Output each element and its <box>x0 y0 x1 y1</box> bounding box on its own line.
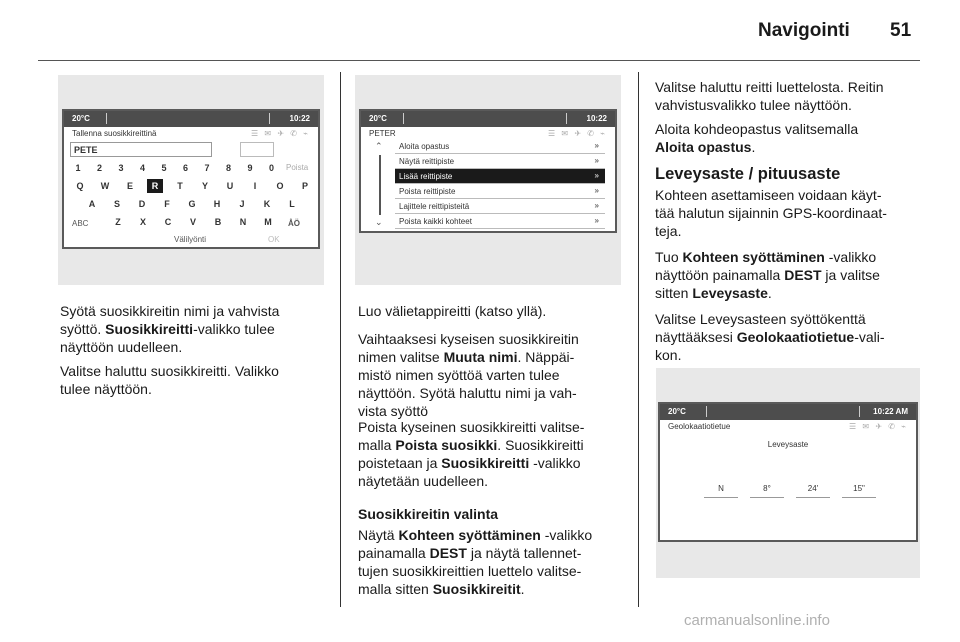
list-item-label: Poista kaikki kohteet <box>399 217 472 226</box>
list-item[interactable] <box>395 169 605 184</box>
temperature: 20°C <box>369 114 387 123</box>
header-divider <box>38 60 920 61</box>
key-Q[interactable]: Q <box>76 181 84 191</box>
key-I[interactable]: I <box>253 181 257 191</box>
key-D[interactable]: D <box>138 199 146 209</box>
key-row-3 <box>64 215 318 231</box>
col1-paragraph-1: Syötä suosikkireitin nimi ja vahvista syöttö. Suosikkireitti-valikko tulee näyttöön uudelleen. <box>60 303 280 355</box>
key-K[interactable]: K <box>263 199 271 209</box>
key-row-1 <box>64 179 318 195</box>
key-X[interactable]: X <box>139 217 146 227</box>
list-item-label: Aloita opastus <box>399 142 450 151</box>
chevron-right-icon: » <box>594 201 599 210</box>
key-6[interactable]: 6 <box>182 163 188 173</box>
key-7[interactable]: 7 <box>204 163 210 173</box>
chevron-right-icon: » <box>594 186 599 195</box>
key-F[interactable]: F <box>164 199 170 209</box>
list-screen <box>359 109 617 233</box>
col3-paragraph-5: Valitse Leveysasteen syöttökenttä näyttääksesi Geolokaatiotietue-vali- kon. <box>655 311 885 363</box>
special-chars-button[interactable]: ÅÖ <box>288 219 300 228</box>
key-T[interactable]: T <box>177 181 183 191</box>
key-W[interactable]: W <box>100 181 110 191</box>
space-button[interactable]: Välilyönti <box>174 235 207 244</box>
scroll-down-icon[interactable]: ⌄ <box>375 217 383 227</box>
key-C[interactable]: C <box>164 217 172 227</box>
key-O[interactable]: O <box>276 181 284 191</box>
clock: 10:22 AM <box>873 407 908 416</box>
col2-paragraph-3: Poista kyseinen suosikkireitti valitse- malla Poista suosikki. Suosikkireitti poistetaan ja Suosikkireitti -valikko näytetään uudelleen. <box>358 419 585 489</box>
key-row-2 <box>64 197 318 213</box>
chevron-right-icon: » <box>594 141 599 150</box>
ok-button[interactable]: OK <box>268 235 280 244</box>
number-row <box>64 161 318 177</box>
key-1[interactable]: 1 <box>75 163 81 173</box>
key-E[interactable]: E <box>126 181 133 191</box>
key-N[interactable]: N <box>239 217 247 227</box>
key-J[interactable]: J <box>239 199 245 209</box>
watermark: carmanualsonline.info <box>684 612 830 629</box>
system-icons: ☰ ✉ ✈ ✆ ⌁ <box>251 129 310 138</box>
chevron-right-icon: » <box>594 216 599 225</box>
clock: 10:22 <box>289 114 310 123</box>
column-divider-2 <box>638 72 639 607</box>
list-item-label: Lajittele reittipisteitä <box>399 202 470 211</box>
key-A[interactable]: A <box>88 199 96 209</box>
key-U[interactable]: U <box>226 181 234 191</box>
list-item[interactable] <box>395 214 605 229</box>
list-item[interactable] <box>395 154 605 169</box>
name-input[interactable]: PETE <box>70 142 212 157</box>
abc-button[interactable]: ABC <box>72 219 89 228</box>
col3-heading: Leveysaste / pituusaste <box>655 165 841 183</box>
key-V[interactable]: V <box>189 217 196 227</box>
coordinate-field[interactable]: 24' <box>796 484 830 498</box>
col2-paragraph-1: Luo välietappireitti (katso yllä). <box>358 303 547 319</box>
column-divider-1 <box>340 72 341 607</box>
key-M[interactable]: M <box>264 217 272 227</box>
col2-subheading: Suosikkireitin valinta <box>358 506 499 522</box>
delete-button[interactable]: Poista <box>286 163 309 172</box>
list-item-label: Näytä reittipiste <box>399 157 455 166</box>
col2-paragraph-4: Näytä Kohteen syöttäminen -valikko painamalla DEST ja näytä tallennet- tujen suosikkireittien luettelo valitse- malla sitten Suosikkireitit. <box>358 527 593 597</box>
temperature: 20°C <box>668 407 686 416</box>
status-bar <box>64 111 318 127</box>
scroll-up-icon[interactable]: ⌃ <box>375 141 383 151</box>
status-bar <box>361 111 615 127</box>
key-8[interactable]: 8 <box>225 163 231 173</box>
list-item-label: Lisää reittipiste <box>399 172 453 181</box>
key-5[interactable]: 5 <box>161 163 167 173</box>
screen-frame-geo <box>656 368 920 578</box>
chevron-right-icon: » <box>594 171 599 180</box>
chevron-right-icon: » <box>594 156 599 165</box>
list-item[interactable] <box>395 139 605 154</box>
key-2[interactable]: 2 <box>96 163 102 173</box>
clock: 10:22 <box>586 114 607 123</box>
key-Z[interactable]: Z <box>115 217 121 227</box>
system-icons: ☰ ✉ ✈ ✆ ⌁ <box>849 422 908 431</box>
list-item-label: Poista reittipiste <box>399 187 456 196</box>
screen-subtitle: Tallenna suosikkireittinä <box>72 129 157 138</box>
keyboard-screen <box>62 109 320 249</box>
key-S[interactable]: S <box>113 199 120 209</box>
key-9[interactable]: 9 <box>247 163 253 173</box>
col3-paragraph-3: Kohteen asettamiseen voidaan käyt- tää halutun sijainnin GPS-koordinaat- teja. <box>655 187 887 239</box>
coordinate-field[interactable]: N <box>704 484 738 498</box>
col3-paragraph-4: Tuo Kohteen syöttäminen -valikko näyttöön painamalla DEST ja valitse sitten Leveysaste. <box>655 249 880 301</box>
screen-frame-keyboard <box>58 75 324 285</box>
list-item[interactable] <box>395 199 605 214</box>
screen-subtitle: Geolokaatiotietue <box>668 422 731 431</box>
page-number: 51 <box>890 20 912 41</box>
scrollbar[interactable] <box>379 155 381 215</box>
coordinate-field[interactable]: 15" <box>842 484 876 498</box>
key-L[interactable]: L <box>289 199 295 209</box>
geo-screen <box>658 402 918 542</box>
col3-paragraph-1: Valitse haluttu reitti luettelosta. Reitin vahvistusvalikko tulee näyttöön. <box>655 79 884 113</box>
list-item[interactable] <box>395 184 605 199</box>
key-4[interactable]: 4 <box>139 163 145 173</box>
secondary-input <box>240 142 274 157</box>
key-3[interactable]: 3 <box>118 163 124 173</box>
coordinate-field[interactable]: 8° <box>750 484 784 498</box>
col2-paragraph-2: Vaihtaaksesi kyseisen suosikkireitin nimen valitse Muuta nimi. Näppäi- mistö nimen syöttöä varten tulee näyttöön. Syötä haluttu nimi ja vah- vista syöttö <box>358 331 579 419</box>
screen-frame-list <box>355 75 621 285</box>
key-H[interactable]: H <box>213 199 221 209</box>
page-section-title: Navigointi <box>758 20 850 41</box>
key-0[interactable]: 0 <box>268 163 274 173</box>
latitude-label: Leveysaste <box>767 440 809 449</box>
screen-subtitle: PETER <box>369 129 396 138</box>
col1-paragraph-2: Valitse haluttu suosikkireitti. Valikko tulee näyttöön. <box>60 363 279 397</box>
key-P[interactable]: P <box>301 181 308 191</box>
temperature: 20°C <box>72 114 90 123</box>
system-icons: ☰ ✉ ✈ ✆ ⌁ <box>548 129 607 138</box>
key-R[interactable]: R <box>147 179 163 193</box>
status-bar <box>660 404 916 420</box>
col3-paragraph-2: Aloita kohdeopastus valitsemalla Aloita opastus. <box>655 121 859 155</box>
key-G[interactable]: G <box>188 199 196 209</box>
key-B[interactable]: B <box>214 217 222 227</box>
key-Y[interactable]: Y <box>201 181 208 191</box>
